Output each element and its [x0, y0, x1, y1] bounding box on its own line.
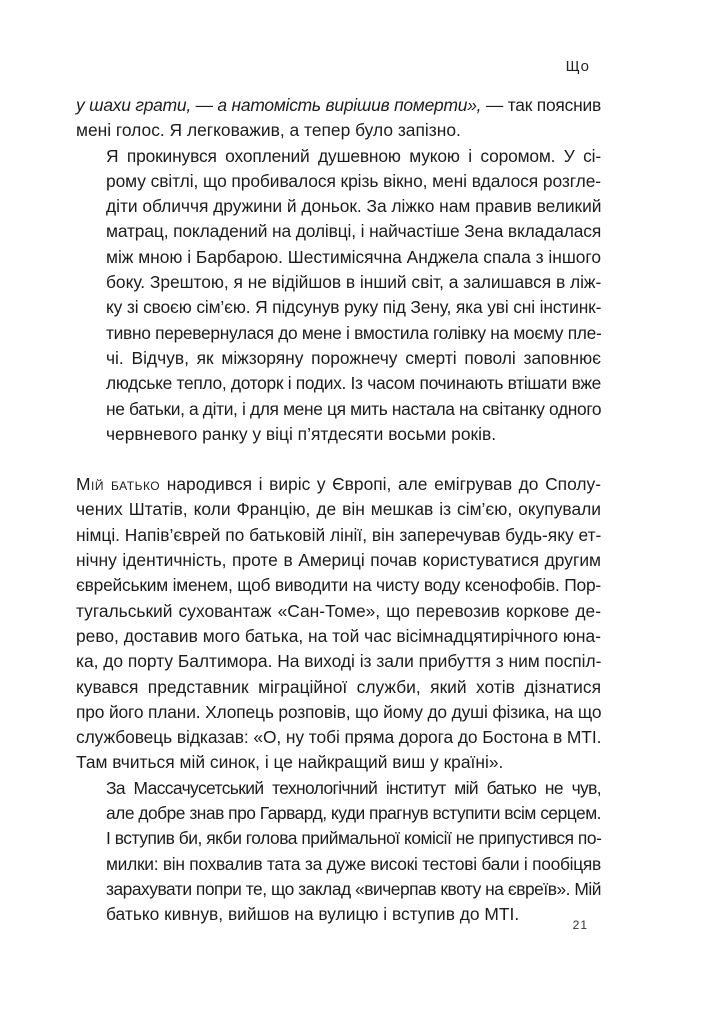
text-line: чених Штатів, коли Францію, де він мешкав із сім’єю, окупували	[76, 499, 601, 520]
text-line: І вступив би, якби голова приймальної комісії не припустився по-	[106, 828, 602, 849]
text-line: нічну ідентичність, проте в Америці почав користуватися другим	[76, 550, 601, 571]
body-text	[76, 93, 601, 928]
text-line: не батьки, а діти, і для мене ця мить настала на світанку одного	[106, 398, 602, 419]
text-line: боку. Зрештою, я не відійшов в інший світ, а залишався в ліж-	[106, 272, 602, 293]
section-break	[76, 447, 601, 472]
text-line: німці. Напів’єврей по батьковій лінії, він заперечував будь-яку ет-	[76, 524, 602, 545]
text-line: матрац, покладений на долівці, і найчастіше Зена вкладалася	[106, 221, 602, 242]
page-number: 21	[572, 918, 588, 932]
text-line: тивно перевернулася до мене і вмостила голівку на моєму пле-	[106, 322, 602, 343]
paragraph	[76, 144, 601, 448]
text-line: але добре знав про Гарвард, куди прагнув вступити всім серцем.	[106, 803, 601, 824]
text-line: між мною і Барбарою. Шестимісячна Анджела спала з іншого	[106, 246, 601, 267]
paragraph	[76, 776, 601, 928]
text-line: кувався представник міграційної служби, який хотів дізнатися	[76, 676, 601, 697]
text-line: Там вчиться мій синок, і це найкращий виш у країні».	[76, 752, 504, 773]
text-line: тугальський суховантаж «Сан-Томе», що перевозив коркове де-	[76, 600, 601, 621]
line-rest: — так пояснив	[481, 95, 602, 115]
paragraph	[76, 93, 601, 144]
text-line: єврейським іменем, щоб виводити на чисту воду ксенофобів. Пор-	[76, 575, 601, 596]
paragraph	[76, 472, 601, 776]
text-line: рево, доставив мого батька, на той час вісімнадцятирічного юна-	[76, 625, 601, 646]
line-rest: народився і виріс у Європі, але емігрував до Сполу-	[160, 474, 601, 495]
small-caps-lead: Мій батько	[76, 474, 161, 495]
text-line: діти обличчя дружини й доньок. За ліжко нам правив великий	[106, 196, 602, 217]
running-title: Що	[565, 58, 590, 75]
text-line	[76, 472, 601, 497]
text-line: про його плани. Хлопець розповів, що йому до душі фізика, на що	[76, 701, 602, 722]
text-line: батько кивнув, вийшов на вулицю і вступив до МТІ.	[106, 904, 520, 925]
text-line: червневого ранку у віці п’ятдесяти восьми років.	[106, 423, 497, 444]
text-line: чі. Відчув, як міжзоряну порожнечу смерті поволі заповнює	[106, 347, 601, 368]
italic-quote: у шахи грати, — а натомість вирішив померти»,	[76, 95, 482, 115]
text-line: рому світлі, що пробивалося крізь вікно, мені вдалося розгле-	[106, 170, 601, 191]
text-line: службовець відказав: «О, ну тобі пряма дорога до Бостона в МТІ.	[76, 727, 602, 748]
text-line	[76, 93, 601, 118]
text-line: ку зі своєю сім’єю. Я підсунув руку під Зену, яка уві сні інстинк-	[106, 297, 602, 318]
text-line: Я прокинувся охоплений душевною мукою і соромом. У сі-	[106, 145, 601, 166]
text-line: милки: він похвалив тата за дуже високі тестові бали і пообіцяв	[106, 853, 601, 874]
text-line: ка, до порту Балтимора. На виході із зали прибуття з ним поспіл-	[76, 651, 602, 672]
text-line: людське тепло, доторк і подих. Із часом починають втішати вже	[106, 373, 601, 394]
text-line: мені голос. Я легковажив, а тепер було запізно.	[76, 120, 461, 141]
text-line: За Массачусетський технологічний інститут мій батько не чув,	[106, 777, 601, 798]
text-line: зарахувати попри те, що заклад «вичерпав квоту на євреїв». Мій	[106, 878, 601, 899]
